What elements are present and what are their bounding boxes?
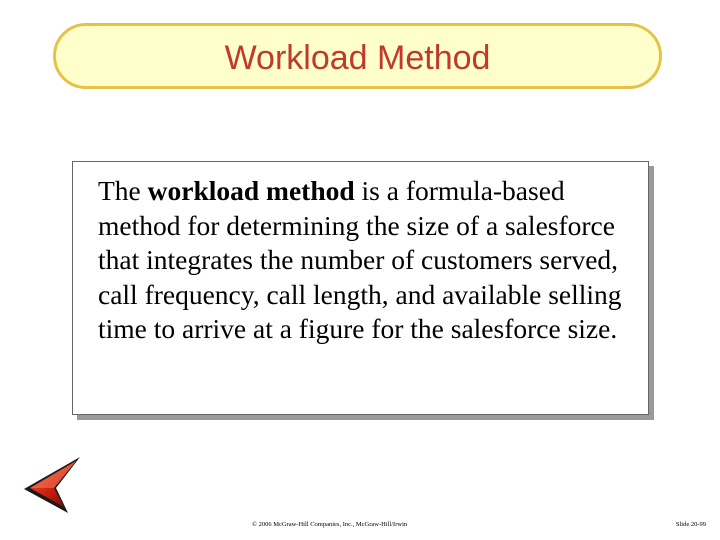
- footer-slide-number: Slide 20-99: [675, 521, 706, 528]
- definition-body: is a formula-based method for determining the size of a salesforce that integrates the number of customers served, call frequency, call length, and available selling time to arrive at a figure for the salesforce size.: [98, 175, 622, 344]
- slide-title: Workload Method: [224, 39, 491, 77]
- footer-copyright: © 2006 McGraw-Hill Companies, Inc., McGraw-Hill/Irwin: [252, 521, 408, 528]
- title-banner: [53, 23, 662, 89]
- definition-text: [98, 174, 648, 347]
- definition-box: [72, 161, 649, 415]
- definition-term: workload method: [147, 175, 355, 206]
- red-arrow-logo-icon: [20, 455, 86, 515]
- definition-intro: The: [98, 175, 148, 206]
